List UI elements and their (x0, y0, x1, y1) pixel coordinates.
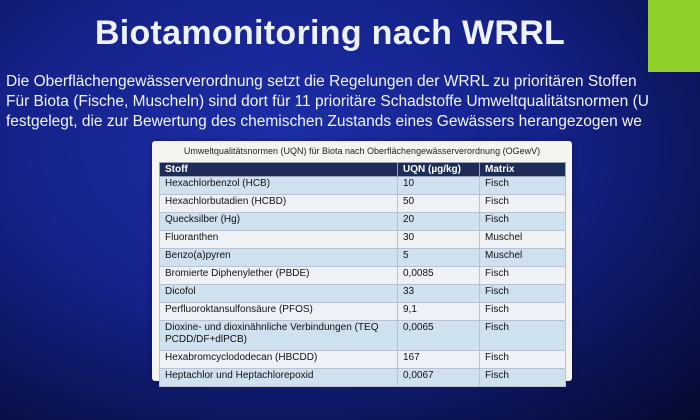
cell-stoff: Hexachlorbutadien (HCBD) (160, 195, 398, 213)
cell-matrix: Fisch (480, 213, 566, 231)
table-row (160, 267, 566, 285)
cell-stoff: Fluoranthen (160, 231, 398, 249)
cell-uqn: 20 (398, 213, 480, 231)
cell-matrix: Fisch (480, 267, 566, 285)
cell-uqn: 5 (398, 249, 480, 267)
cell-uqn: 0,0085 (398, 267, 480, 285)
body-line: Für Biota (Fische, Muscheln) sind dort für 11 prioritäre Schadstoffe Umweltqualitätsnormen (U (6, 93, 649, 110)
cell-stoff: Quecksilber (Hg) (160, 213, 398, 231)
cell-stoff: Benzo(a)pyren (160, 249, 398, 267)
cell-stoff: Heptachlor und Heptachlorepoxid (160, 369, 398, 387)
cell-stoff: Dicofol (160, 285, 398, 303)
header-stoff: Stoff (160, 163, 398, 177)
cell-matrix: Muschel (480, 249, 566, 267)
cell-matrix: Fisch (480, 369, 566, 387)
cell-uqn: 167 (398, 351, 480, 369)
cell-stoff: Dioxine- und dioxinähnliche Verbindungen (TEQ PCDD/DF+dlPCB) (160, 321, 398, 351)
table-row (160, 321, 566, 351)
cell-uqn: 0,0067 (398, 369, 480, 387)
table-caption: Umweltqualitätsnormen (UQN) für Biota nach Oberflächengewässerverordnung (OGewV) (183, 146, 541, 156)
body-line: Die Oberflächengewässerverordnung setzt die Regelungen der WRRL zu prioritären Stoffen (6, 73, 637, 90)
table-row (160, 249, 566, 267)
table-row (160, 369, 566, 387)
table-header-row (160, 163, 566, 177)
cell-uqn: 9,1 (398, 303, 480, 321)
cell-stoff: Hexachlorbenzol (HCB) (160, 177, 398, 195)
body-text (6, 72, 700, 132)
accent-block (648, 0, 700, 72)
table-row (160, 195, 566, 213)
cell-stoff: Bromierte Diphenylether (PBDE) (160, 267, 398, 285)
body-line: festgelegt, die zur Bewertung des chemischen Zustands eines Gewässers herangezogen we (6, 113, 642, 130)
cell-matrix: Fisch (480, 195, 566, 213)
table-row (160, 285, 566, 303)
cell-matrix: Fisch (480, 177, 566, 195)
cell-uqn: 50 (398, 195, 480, 213)
slide-title: Biotamonitoring nach WRRL (94, 14, 566, 52)
cell-uqn: 33 (398, 285, 480, 303)
cell-matrix: Muschel (480, 231, 566, 249)
cell-matrix: Fisch (480, 285, 566, 303)
table-row (160, 177, 566, 195)
table-row (160, 231, 566, 249)
cell-uqn: 30 (398, 231, 480, 249)
header-matrix: Matrix (480, 163, 566, 177)
cell-stoff: Hexabromcyclododecan (HBCDD) (160, 351, 398, 369)
uqn-table-card (152, 141, 572, 381)
cell-matrix: Fisch (480, 351, 566, 369)
cell-matrix: Fisch (480, 303, 566, 321)
header-uqn: UQN (µg/kg) (398, 163, 480, 177)
cell-matrix: Fisch (480, 321, 566, 351)
cell-uqn: 0,0065 (398, 321, 480, 351)
cell-stoff: Perfluoroktansulfonsäure (PFOS) (160, 303, 398, 321)
uqn-table (159, 162, 566, 387)
table-row (160, 351, 566, 369)
cell-uqn: 10 (398, 177, 480, 195)
table-row (160, 213, 566, 231)
table-row (160, 303, 566, 321)
